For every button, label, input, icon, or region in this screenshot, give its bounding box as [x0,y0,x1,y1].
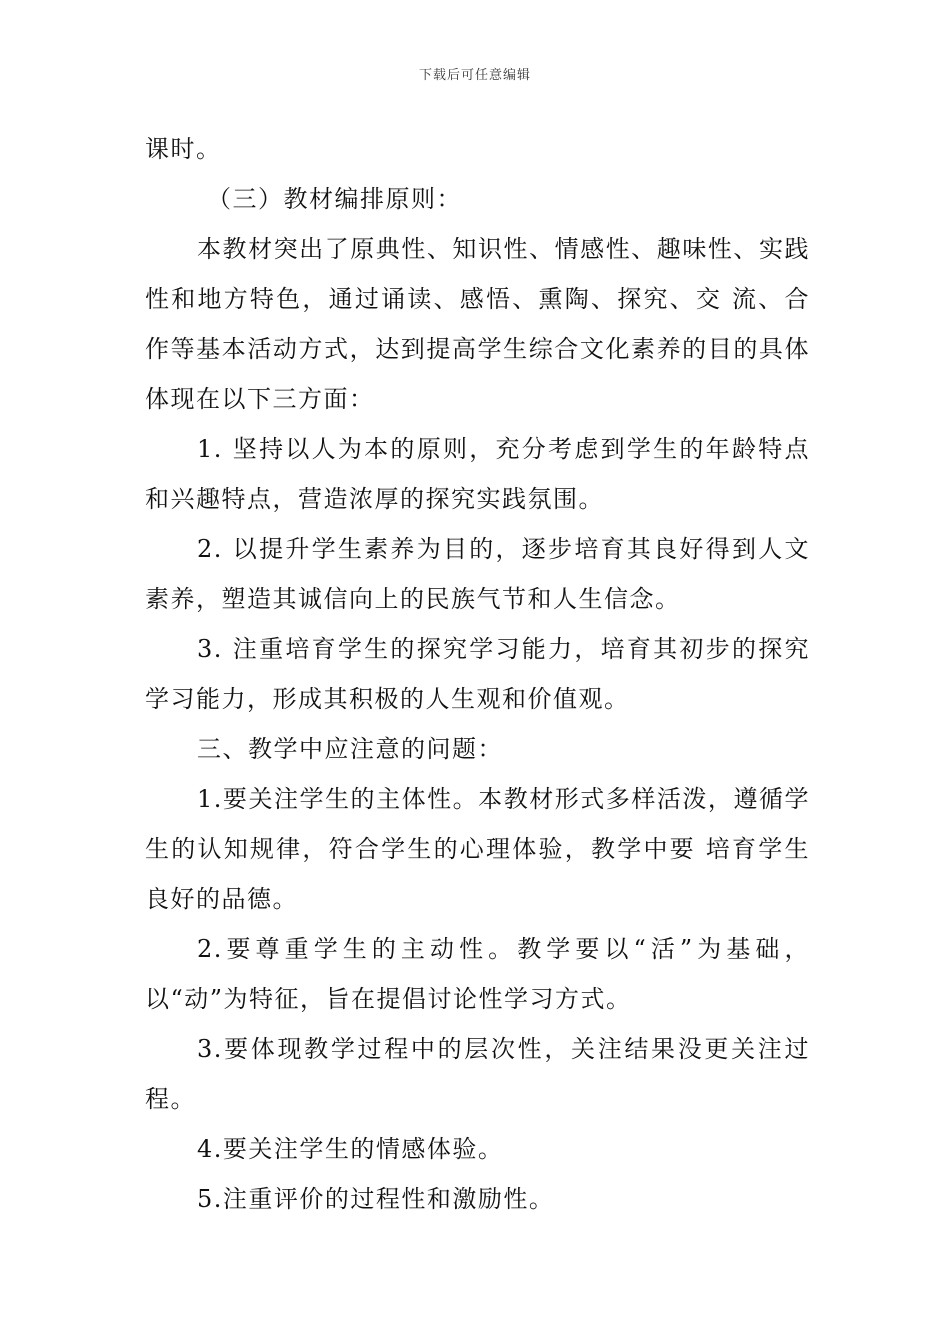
list-item-note-4: 4.要关注学生的情感体验。 [197,1135,504,1163]
list-item-note-1: 1.要关注学生的主体性。本教材形式多样活泼，遵循学生的认知规律，符合学生的心理体验，教学中要 培育学生良好的品德。 [145,785,810,913]
list-item-principle-2: 2. 以提升学生素养为目的，逐步培育其良好得到人文素养，塑造其诚信向上的民族气节和人生信念。 [145,535,810,613]
list-item-principle-1: 1. 坚持以人为本的原则，充分考虑到学生的年龄特点和兴趣特点，营造浓厚的探究实践氛围。 [145,435,810,513]
list-item-note-3: 3.要体现教学过程中的层次性，关注结果没更关注过程。 [145,1035,810,1113]
page-header: 下载后可任意编辑 [418,68,531,83]
section-heading-teaching-notes: 三、教学中应注意的问题： [197,735,503,763]
paragraph-principles-intro: 本教材突出了原典性、知识性、情感性、趣味性、实践性和地方特色，通过诵读、感悟、熏陶、探究、交 流、合作等基本活动方式，达到提高学生综合文化素养的目的具体体现在以下三方面： [145,235,810,413]
section-heading-textbook-principles: （三）教材编排原则： [207,185,462,213]
list-item-note-5: 5.注重评价的过程性和激励性。 [197,1185,555,1213]
list-item-principle-3: 3. 注重培育学生的探究学习能力，培育其初步的探究学习能力，形成其积极的人生观和价值观。 [145,635,810,713]
list-item-note-2: 2.要尊重学生的主动性。教学要以“活”为基础，以“动”为特征，旨在提倡讨论性学习方式。 [145,935,810,1013]
paragraph-continuation: 课时。 [145,135,222,163]
document-body [145,124,810,1224]
